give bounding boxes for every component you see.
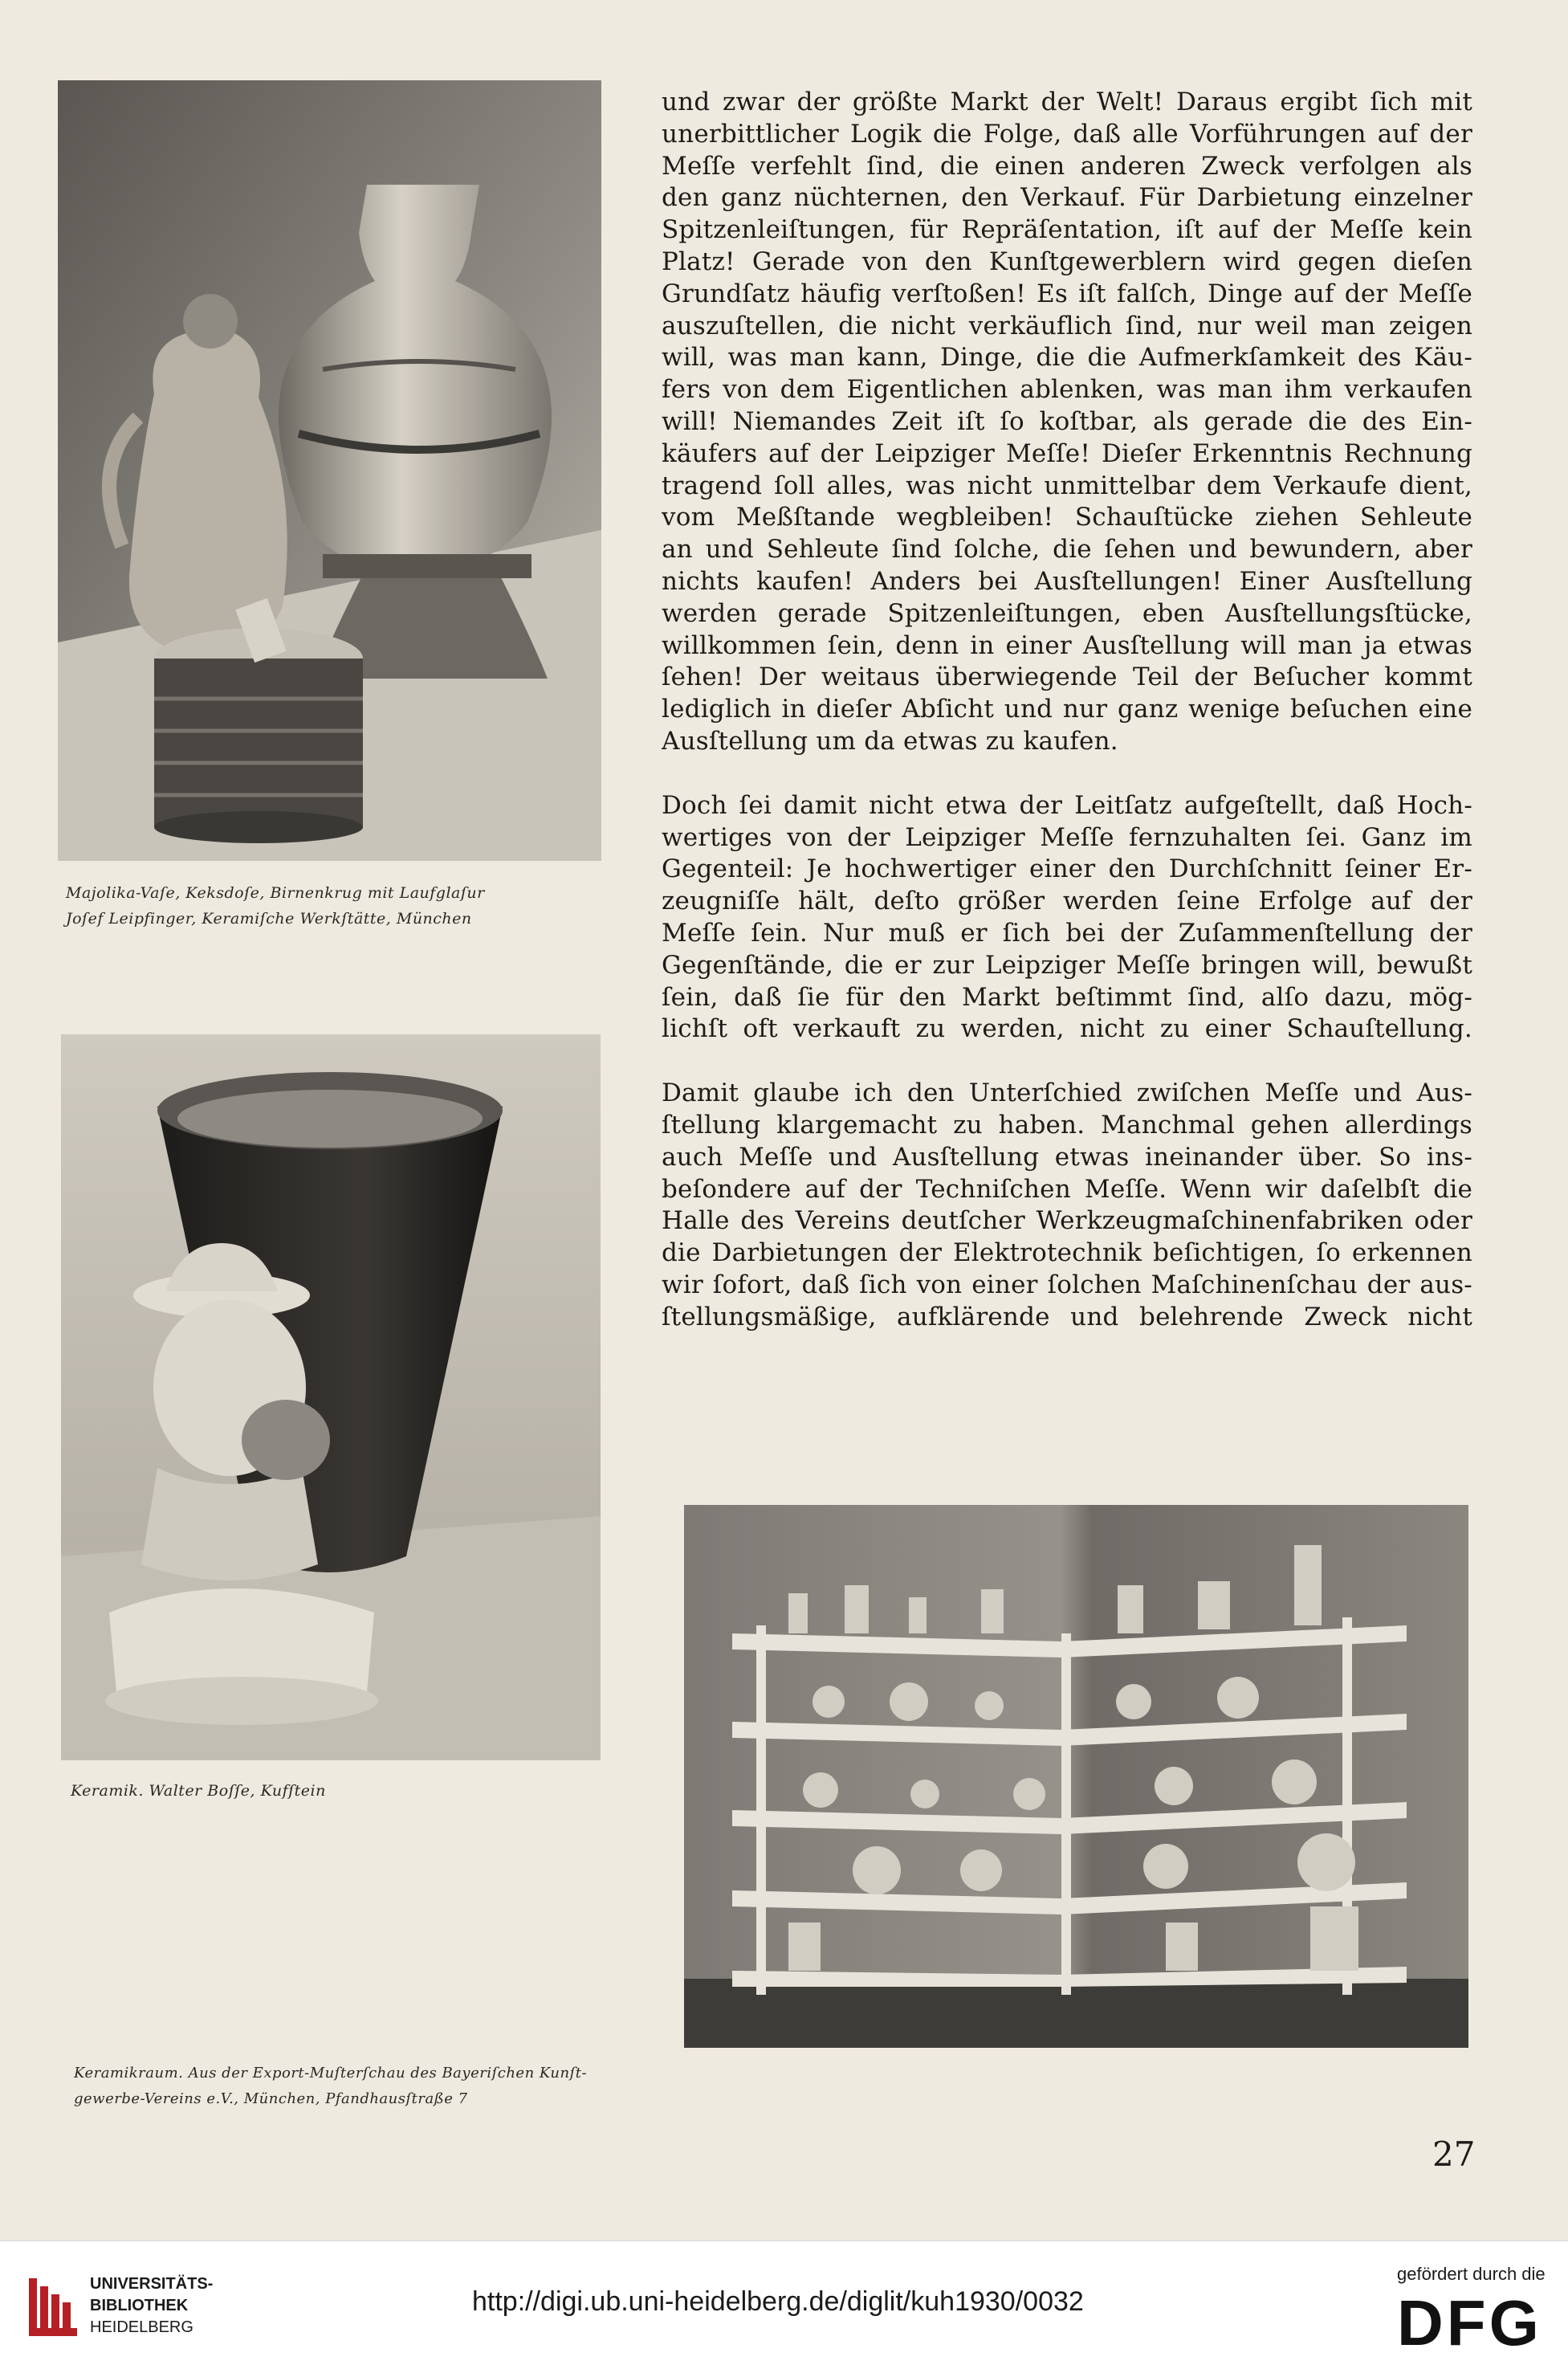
- text-line: werden gerade Spitzenleiſtungen, eben Ausſtellungsſtücke,: [662, 598, 1472, 628]
- photo-keramik-bosse: [61, 1034, 601, 1760]
- text-line: den ganz nüchternen, den Verkauf. Für Darbietung einzelner: [662, 183, 1472, 213]
- text-line: ſtellungsmäßige, aufklärende und belehrende Zweck nicht: [662, 1302, 1472, 1331]
- text-line: Damit glaube ich den Unterſchied zwiſchen Meſſe und Aus-: [662, 1079, 1472, 1108]
- institution-line: UNIVERSITÄTS-: [90, 2275, 214, 2293]
- text-line: fers von dem Eigentlichen ablenken, was man ihm verkaufen: [662, 375, 1472, 405]
- text-line: willkommen ſein, denn in einer Ausſtellung will man ja etwas: [662, 630, 1472, 660]
- photo-keramikraum: [684, 1505, 1468, 2048]
- institution-line: HEIDELBERG: [90, 2318, 193, 2336]
- institution-line: BIBLIOTHEK: [90, 2297, 189, 2314]
- funded-by-label: gefördert durch die: [1397, 2264, 1546, 2284]
- text-line: auszuſtellen, die nicht verkäuflich ſind, nur weil man zeigen: [662, 311, 1472, 340]
- text-line: nichts kaufen! Anders bei Ausſtellungen! Einer Ausſtellung: [662, 566, 1472, 596]
- text-line: wertiges von der Leipziger Meſſe fernzuhalten ſei. Ganz im: [662, 822, 1472, 852]
- text-line: Grundſatz häufig verſtoßen! Es iſt falſch, Dinge auf der Meſſe: [662, 279, 1472, 308]
- text-line: Ausſtellung um da etwas zu kaufen.: [662, 726, 1118, 756]
- text-line: beſondere auf der Techniſchen Meſſe. Wenn wir daſelbſt die: [662, 1174, 1472, 1204]
- digital-copy-url-link[interactable]: http://digi.ub.uni-heidelberg.de/diglit/kuh1930/0032: [472, 2286, 1084, 2317]
- text-line: Platz! Gerade von den Kunſtgewerblern wird gegen dieſen: [662, 247, 1472, 276]
- caption-line: Keramikraum. Aus der Export-Muſterſchau des Bayeriſchen Kunſt-: [74, 2065, 588, 2082]
- text-line: tragend ſoll alles, was nicht unmittelbar dem Verkaufe dient,: [662, 471, 1472, 500]
- paragraph-3: [662, 1078, 1472, 1333]
- dfg-logo: DFG: [1397, 2287, 1542, 2359]
- caption-line: Keramik. Walter Boſſe, Kufſtein: [71, 1782, 326, 1800]
- text-line: vom Meßſtande wegbleiben! Schauſtücke ziehen Sehleute: [662, 503, 1472, 532]
- photo-majolika-vase: [58, 80, 601, 861]
- text-line: wir ſofort, daß ſich von einer ſolchen Maſchinenſchau der aus-: [662, 1270, 1472, 1299]
- text-line: Halle des Vereins deutſcher Werkzeugmaſchinenfabriken oder: [662, 1206, 1472, 1236]
- text-line: lediglich in dieſer Abſicht und nur ganz wenige beſuchen eine: [662, 695, 1472, 724]
- text-line: unerbittlicher Logik die Folge, daß alle Vorführungen auf der: [662, 119, 1472, 149]
- text-line: lichſt oft verkauft zu werden, nicht zu einer Schauſtellung.: [662, 1014, 1472, 1044]
- ub-heidelberg-logo-icon: [26, 2275, 82, 2339]
- caption-line: Majolika-Vaſe, Keksdoſe, Birnenkrug mit Laufglaſur: [66, 884, 485, 902]
- text-line: Meſſe ſein. Nur muß er ſich bei der Zuſammenſtellung der: [662, 918, 1472, 948]
- text-line: ſtellung klargemacht zu haben. Manchmal gehen allerdings: [662, 1110, 1472, 1140]
- text-line: Doch ſei damit nicht etwa der Leitſatz aufgeſtellt, daß Hoch-: [662, 790, 1472, 820]
- paragraph-1: [662, 87, 1472, 758]
- text-line: und zwar der größte Markt der Welt! Daraus ergibt ſich mit: [662, 88, 1472, 116]
- paragraph-2: [662, 790, 1472, 1046]
- text-line: ſehen! Der weitaus überwiegende Teil der Beſucher kommt: [662, 663, 1472, 692]
- text-line: auch Meſſe und Ausſtellung etwas ineinander über. So ins-: [662, 1142, 1472, 1172]
- text-line: will! Niemandes Zeit iſt ſo koſtbar, als gerade die des Ein-: [662, 406, 1472, 436]
- article-body: [662, 87, 1472, 1365]
- caption-photo3: [74, 2061, 587, 2112]
- library-footer: [0, 2241, 1568, 2365]
- text-line: die Darbietungen der Elektrotechnik beſichtigen, ſo erkennen: [662, 1238, 1472, 1268]
- text-line: an und Sehleute ſind ſolche, die ſehen und bewundern, aber: [662, 535, 1472, 565]
- text-line: Spitzenleiſtungen, für Repräſentation, iſt auf der Meſſe kein: [662, 215, 1472, 245]
- text-line: käufers auf der Leipziger Meſſe! Dieſer Erkenntnis Rechnung: [662, 438, 1472, 468]
- text-line: Gegenteil: Je hochwertiger einer den Durchſchnitt ſeiner Er-: [662, 854, 1472, 884]
- text-line: ſein, daß ſie für den Markt beſtimmt ſind, alſo dazu, mög-: [662, 982, 1472, 1012]
- text-line: will, was man kann, Dinge, die die Aufmerkſamkeit des Käu-: [662, 343, 1472, 373]
- caption-photo2: [71, 1778, 326, 1804]
- caption-line: gewerbe-Vereins e.V., München, Pfandhausſtraße 7: [74, 2090, 468, 2107]
- caption-line: Joſef Leipfinger, Keramiſche Werkſtätte, München: [66, 910, 472, 928]
- caption-photo1: [66, 880, 485, 932]
- page-number: 27: [1432, 2135, 1476, 2174]
- text-line: zeugniſſe hält, deſto größer werden ſeine Erfolge auf der: [662, 887, 1472, 916]
- ub-heidelberg-name: [90, 2273, 213, 2338]
- text-line: Meſſe verfehlt ſind, die einen anderen Zweck verfolgen als: [662, 151, 1472, 181]
- text-line: Gegenſtände, die er zur Leipziger Meſſe bringen will, bewußt: [662, 950, 1472, 980]
